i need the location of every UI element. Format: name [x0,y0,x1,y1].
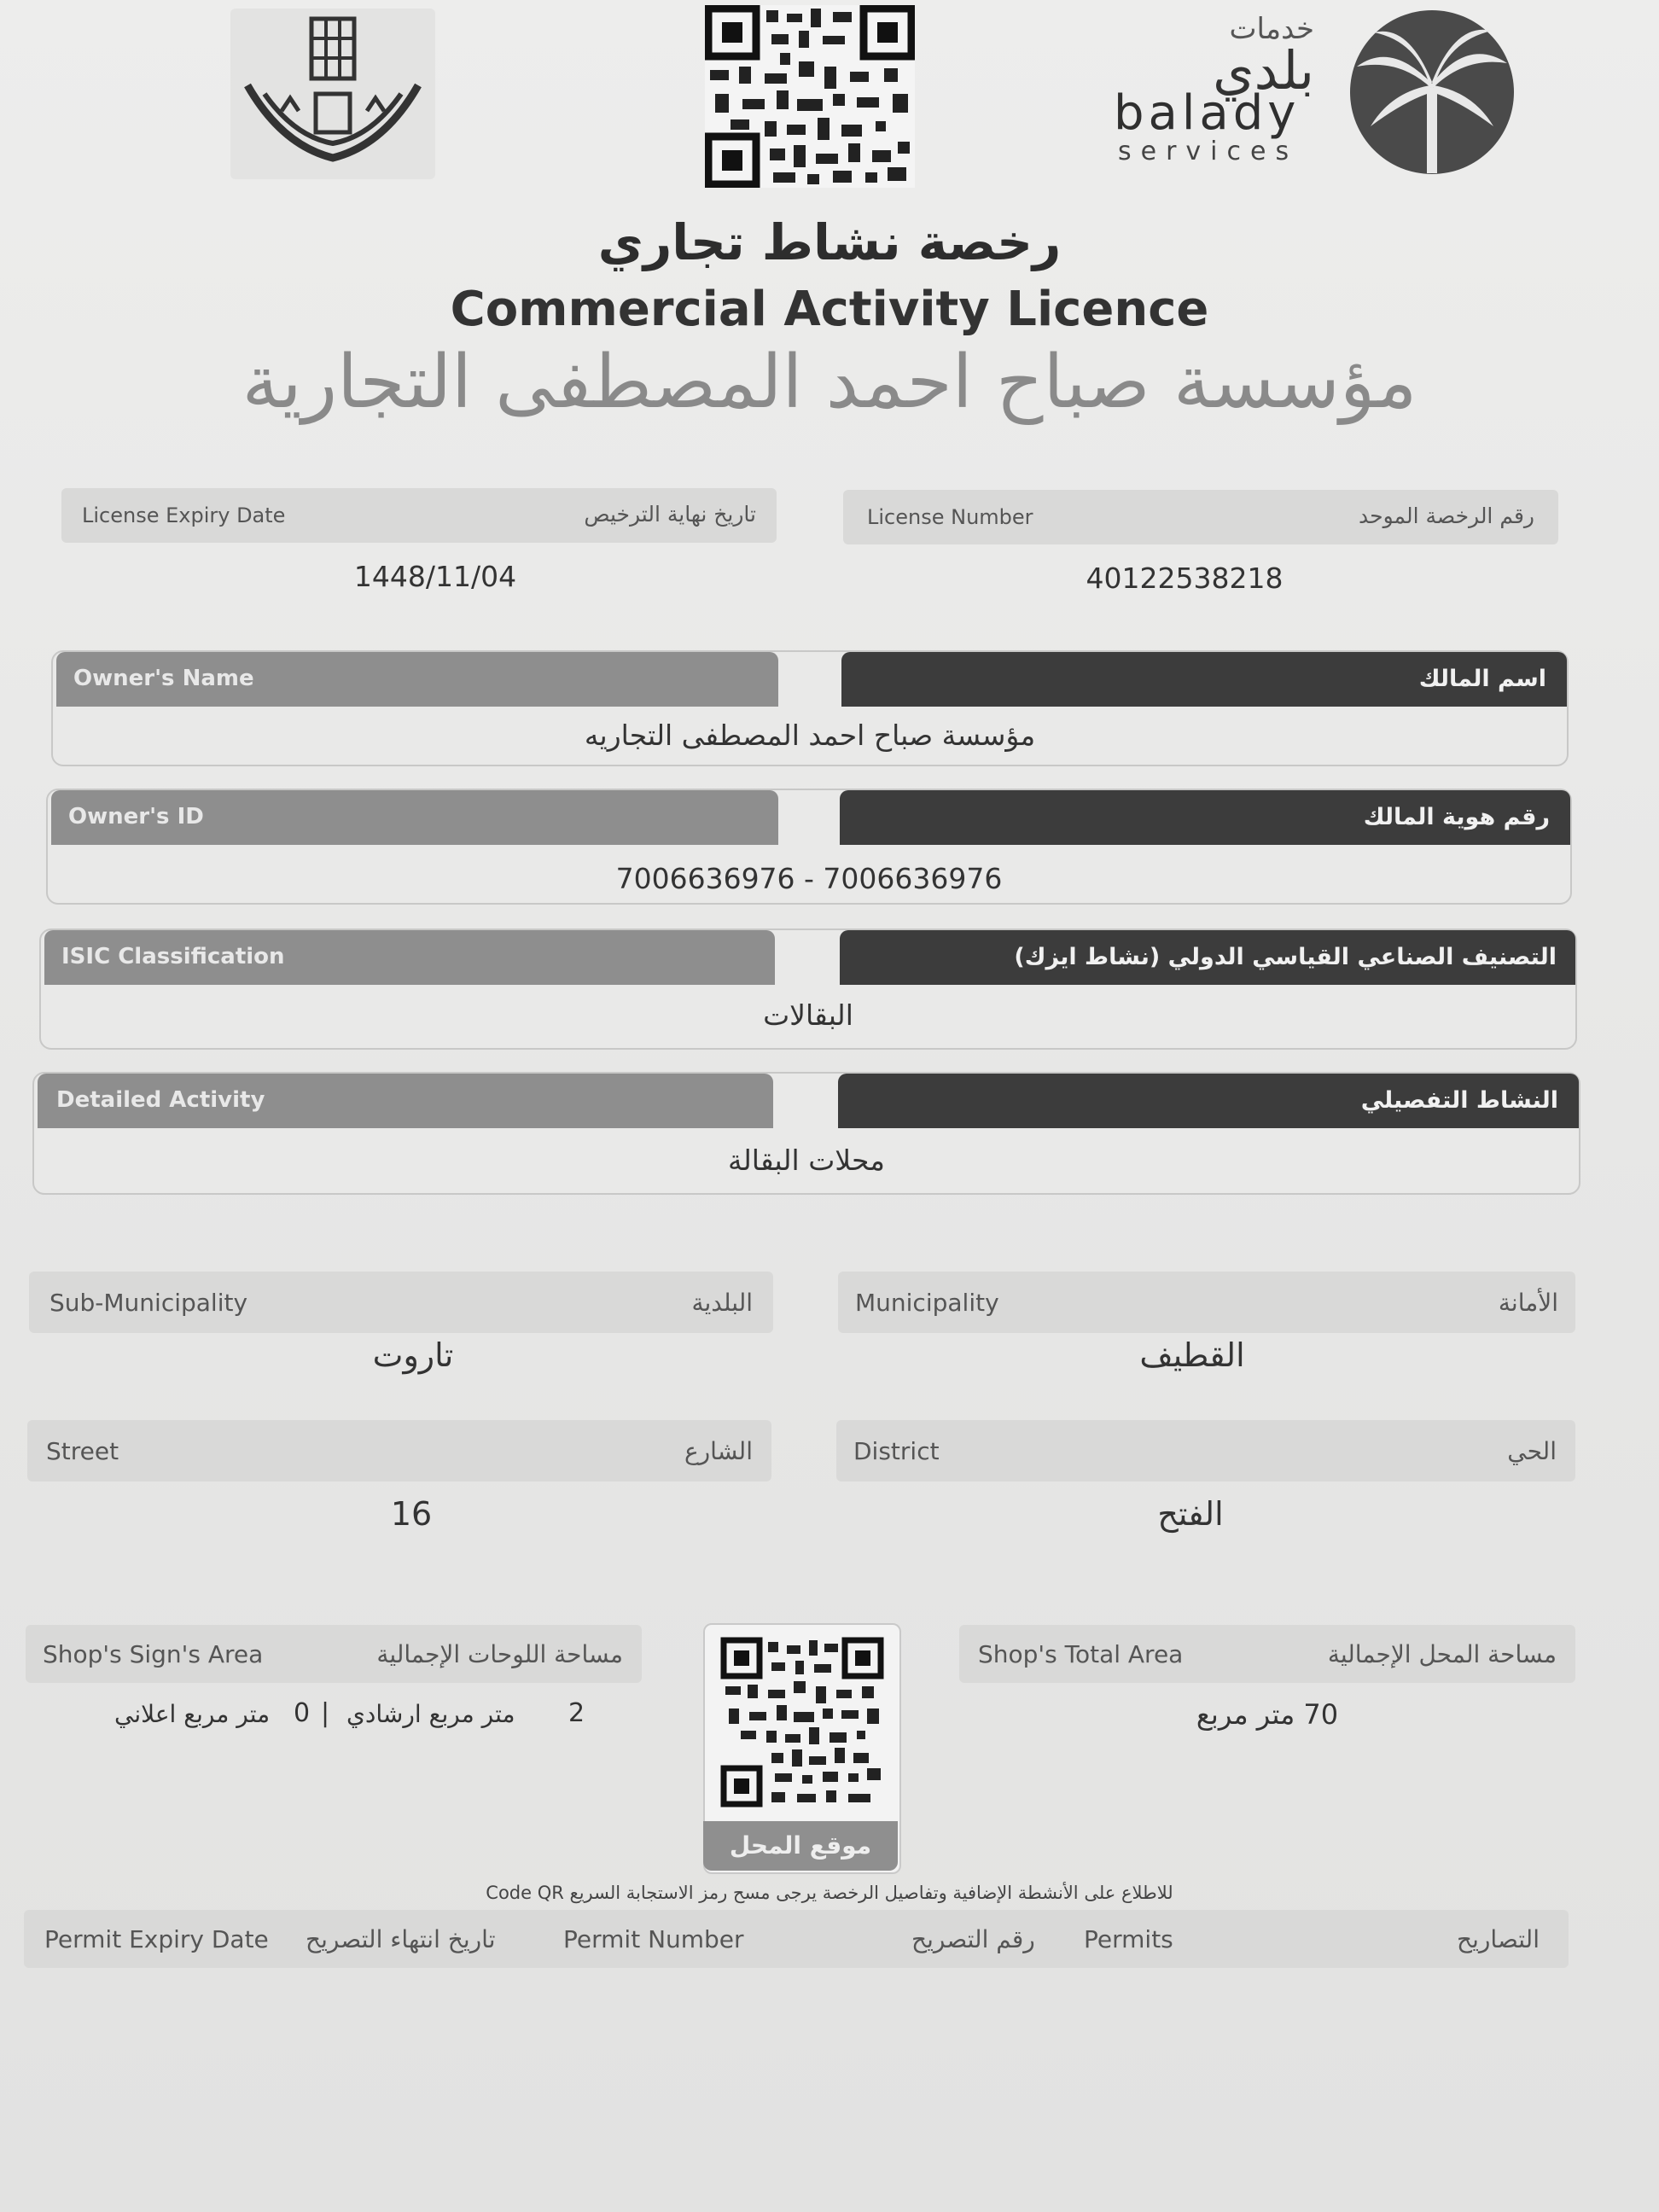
owner-id-box [46,789,1572,905]
sign-guide-value: 2 [568,1698,585,1728]
owner-name-header-ar [841,652,1567,707]
permit-number-label-en: Permit Number [563,1925,744,1953]
sub-municipality-header [29,1272,773,1333]
owner-name-value: مؤسسة صباح احمد المصطفى التجاريه [584,719,1036,752]
owner-name-header-en [56,652,778,707]
license-number-value: 40122538218 [1086,562,1284,595]
isic-label-en: ISIC Classification [61,944,285,969]
title-english: Commercial Activity Licence [450,282,1209,337]
sub-municipality-label-ar: البلدية [691,1289,753,1317]
license-number-header [843,490,1558,544]
owner-name-box [51,650,1569,766]
owner-id-label-en: Owner's ID [68,804,204,830]
license-number-label-ar: رقم الرخصة الموحد [1359,504,1534,528]
qr-note: للاطلاع على الأنشطة الإضافية وتفاصيل الرخصة يرجى مسح رمز الاستجابة السريع Code QR [486,1883,1173,1903]
district-header [836,1420,1575,1481]
activity-label-ar: النشاط التفصيلي [1360,1087,1558,1114]
balady-ar-main: بلدي [1213,39,1314,102]
sign-area-separator: | [321,1698,330,1728]
sign-ad-value: 0 [294,1698,311,1728]
palm-logo-icon [1340,7,1524,178]
sub-municipality-label-en: Sub-Municipality [49,1289,248,1317]
balady-en-sub: services [1118,137,1299,166]
owner-name-label-en: Owner's Name [73,666,254,691]
activity-label-en: Detailed Activity [56,1087,265,1113]
license-number-label-en: License Number [867,505,1033,529]
isic-value: البقالات [763,998,853,1032]
owner-id-label-ar: رقم هوية المالك [1363,804,1550,830]
business-name-title: مؤسسة صباح احمد المصطفى التجارية [242,340,1417,425]
activity-header-en [38,1074,773,1128]
qr-code-top[interactable] [705,5,915,188]
permit-expiry-label-en: Permit Expiry Date [44,1925,269,1953]
district-label-ar: الحي [1507,1437,1557,1465]
title-arabic: رخصة نشاط تجاري [597,213,1062,271]
street-header [27,1420,771,1481]
municipality-logo [230,9,435,179]
sign-guide-unit: متر مربع ارشادي [346,1700,515,1728]
balady-ar-top: خدمات [1229,12,1314,46]
municipality-value: القطيف [1139,1336,1245,1374]
permit-number-label-ar: رقم التصريح [911,1925,1035,1953]
shop-location-tab[interactable]: موقع المحل [703,1821,898,1871]
license-expiry-label-ar: تاريخ نهاية الترخيص [584,502,756,527]
owner-name-label-ar: اسم المالك [1418,666,1546,692]
permits-header [24,1910,1569,1968]
sign-area-values [26,1698,640,1741]
district-label-en: District [853,1437,940,1465]
owner-id-header-ar [840,790,1570,845]
activity-box [32,1072,1580,1195]
permits-label-ar: التصاريح [1457,1925,1540,1953]
balady-en-main: balady [1114,85,1301,141]
sign-area-header [26,1625,642,1683]
total-area-header [959,1625,1575,1683]
permit-expiry-label-ar: تاريخ انتهاء التصريح [306,1925,496,1953]
isic-header-en [44,930,775,985]
total-area-value: 70 متر مربع [1196,1698,1339,1731]
owner-id-header-en [51,790,778,845]
permits-label-en: Permits [1084,1925,1173,1953]
owner-id-value: 7006636976 - 7006636976 [615,862,1003,895]
street-value: 16 [390,1495,433,1533]
license-expiry-label-en: License Expiry Date [82,504,286,527]
sign-area-label-en: Shop's Sign's Area [43,1640,264,1668]
municipality-header [838,1272,1575,1333]
isic-label-ar: التصنيف الصناعي القياسي الدولي (نشاط ايزك) [1014,944,1557,970]
isic-box [39,928,1577,1050]
sign-ad-unit: متر مربع اعلاني [114,1700,271,1728]
municipality-label-ar: الأمانة [1498,1289,1558,1317]
activity-header-ar [838,1074,1579,1128]
district-value: الفتح [1157,1495,1224,1533]
street-label-ar: الشارع [684,1437,753,1465]
isic-header-ar [840,930,1575,985]
sub-municipality-value: تاروت [372,1336,454,1374]
sign-area-label-ar: مساحة اللوحات الإجمالية [376,1640,623,1668]
total-area-label-en: Shop's Total Area [978,1640,1184,1668]
municipality-label-en: Municipality [855,1289,999,1317]
license-expiry-header [61,488,777,543]
street-label-en: Street [46,1437,119,1465]
total-area-label-ar: مساحة المحل الإجمالية [1327,1640,1557,1668]
activity-value: محلات البقالة [728,1144,885,1177]
license-expiry-value: 1448/11/04 [353,560,517,593]
